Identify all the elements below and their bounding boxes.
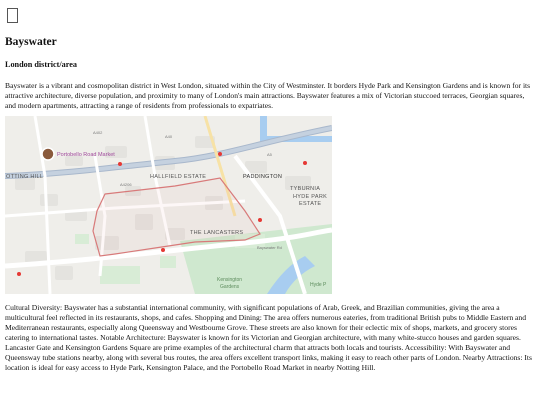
kensington-label-2: Gardens — [220, 284, 240, 290]
map[interactable] — [5, 116, 332, 294]
small-park — [100, 266, 140, 284]
tyburnia-label: TYBURNIA — [290, 186, 321, 192]
a5-label: A5 — [267, 152, 272, 157]
a402-label: A402 — [93, 130, 103, 135]
intro-paragraph: Bayswater is a vibrant and cosmopolitan district in West London, situated within the City of Westminster. It borders Hyde Park and Kensington Gardens and is known for its attractive architecture, diverse population, and proximity to many of London's main attractions. Bayswater features a mix of Victorian stuccoed terraces, Georgian squares, and modern apartments, attracting a range of residents from professionals to expatriates. — [5, 81, 531, 110]
page-title: Bayswater — [5, 36, 57, 48]
hallfield-label: HALLFIELD ESTATE — [150, 174, 207, 180]
bayswater-road-label: Bayswater Rd — [257, 245, 282, 250]
portobello-market-pin[interactable] — [42, 148, 54, 160]
details-paragraph: Cultural Diversity: Bayswater has a substantial international community, with significant populations of Arab, Greek, and Brazilian communities, giving the area a multicultural feel reflected in its restaurants, shops, and cafes. Shopping and Dining: The area offers numerous eateries, from traditional British pubs to Middle Eastern and Mediterranean restaurants, especially along Queensway and Westbourne Grove. These streets are also known for their eclectic mix of shops, markets, and grocery stores catering to international tastes. Notable Architecture: Bayswater is known for its Victorian and Georgian architecture, with many white-stucco houses and garden squares. Lancaster Gate and Kensington Gardens Square are prime examples of the architectural charm that attracts both locals and tourists. Accessibility: With Bayswater and Queensway tube stations nearby, along with several bus routes, the area offers excellent transport links, making it easy to reach other parts of London. Nearby Attractions: Its location is ideal for easy access to Hyde Park, Kensington Palace, and the Portobello Road Market in nearby Notting Hill. — [5, 303, 532, 372]
a4206-label: A4206 — [120, 182, 132, 187]
hyde-park-estate-label-1: HYDE PARK — [293, 194, 328, 200]
page-subtitle: London district/area — [5, 60, 77, 69]
hyde-park-label: Hyde P — [310, 282, 327, 288]
lancasters-label: THE LANCASTERS — [190, 230, 244, 236]
small-park — [160, 256, 176, 268]
checkbox-icon[interactable] — [7, 8, 18, 23]
a40-label: A40 — [165, 134, 173, 139]
map-canvas[interactable] — [5, 116, 332, 294]
hyde-park-estate-label-2: ESTATE — [299, 201, 322, 207]
small-park — [75, 234, 89, 244]
notting-hill-label: OTTING HILL — [6, 174, 44, 180]
paddington-label: PADDINGTON — [243, 174, 283, 180]
poi-label[interactable]: Portobello Road Market — [57, 152, 115, 158]
kensington-label-1: Kensington — [217, 277, 243, 283]
